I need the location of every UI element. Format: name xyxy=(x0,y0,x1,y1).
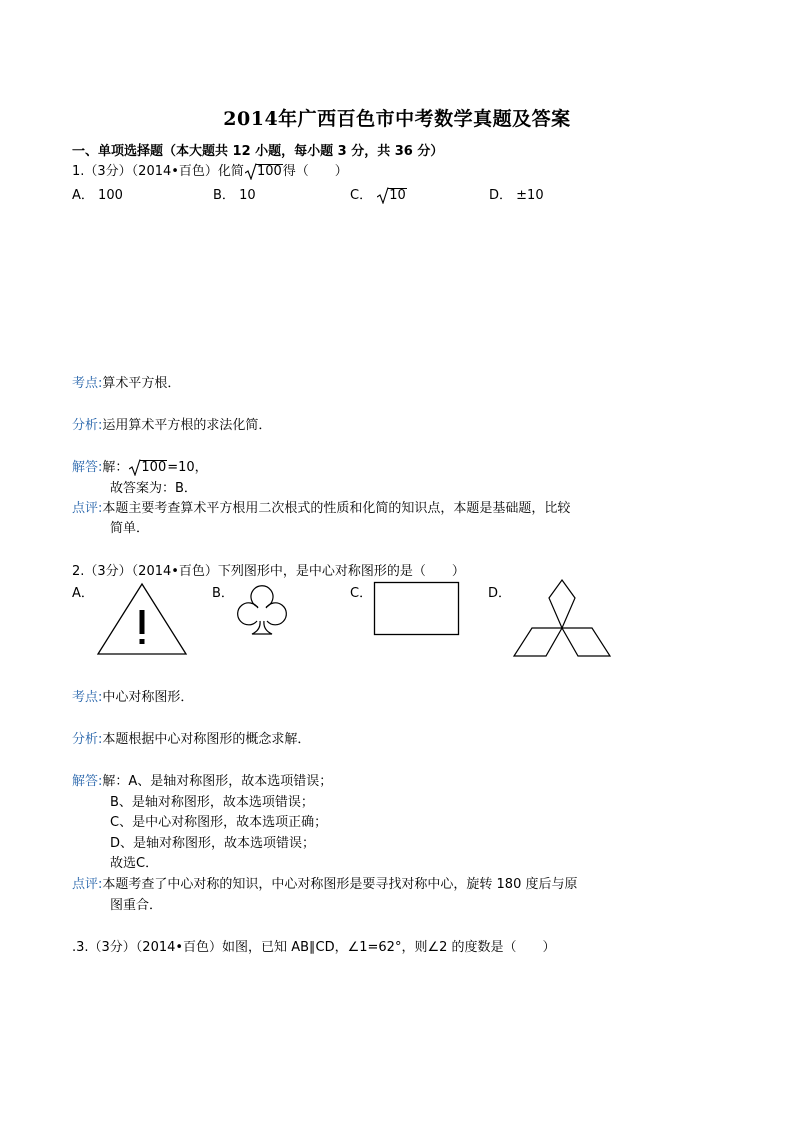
q1-option-c-radicand: 10 xyxy=(389,188,406,203)
q1-option-d-value: ±10 xyxy=(516,188,544,203)
q2-option-d-label: D． xyxy=(488,586,512,601)
q2-dianping-line2: 图重合． xyxy=(110,898,163,913)
q1-radicand: 100 xyxy=(256,164,282,179)
jieda-label: 解答: xyxy=(72,460,103,475)
q1-option-c-sqrt xyxy=(377,188,407,203)
question-2-stem: 2.（3分）（2014•百色）下列图形中，是中心对称图形的是（ ） xyxy=(72,564,465,579)
q1-fenxi xyxy=(72,414,271,433)
three-rhombi-icon xyxy=(512,578,612,658)
q1-jieda-line2: 故答案为：B． xyxy=(110,481,197,496)
q1-dianping-line2: 简单． xyxy=(110,521,150,536)
q2-jieda-line5: 故选C． xyxy=(110,856,159,871)
q1-option-d-label: D． xyxy=(489,188,513,203)
q2-kaodian-text: 中心对称图形． xyxy=(102,690,194,705)
rectangle-shape-icon xyxy=(373,581,460,636)
kaodian-label: 考点: xyxy=(72,376,103,391)
q2-fenxi xyxy=(72,728,310,747)
q1-option-b-label: B． xyxy=(213,188,235,203)
q1-tail: 得（ ） xyxy=(282,164,348,179)
q1-option-c-label: C． xyxy=(350,188,373,203)
question-1-stem xyxy=(72,160,348,179)
q1-option-a xyxy=(72,184,123,203)
q2-kaodian xyxy=(72,686,193,705)
q1-dianping-line1: 本题主要考查算术平方根用二次根式的性质和化简的知识点，本题是基础题，比较 xyxy=(102,501,571,516)
jieda-label: 解答: xyxy=(72,774,103,789)
q1-jieda-radicand: 100 xyxy=(141,460,167,475)
dianping-label: 点评: xyxy=(72,877,103,892)
q2-jieda-line4: D、是轴对称图形，故本选项错误； xyxy=(110,836,316,851)
q1-option-b-value: 10 xyxy=(239,188,256,203)
q2-fenxi-text: 本题根据中心对称图形的概念求解． xyxy=(102,732,311,747)
q1-option-a-value: 100 xyxy=(98,188,123,203)
q2-jieda-line3: C、是中心对称图形，故本选项正确； xyxy=(110,815,328,830)
q1-option-a-label: A． xyxy=(72,188,94,203)
q1-jieda-sqrt xyxy=(129,460,167,475)
warning-triangle-icon xyxy=(96,582,188,656)
question-3-stem: .3.（3分）（2014•百色）如图，已知 AB∥CD，∠1=62°，则∠2 的度数是（ ） xyxy=(72,940,556,955)
dianping-label: 点评: xyxy=(72,501,103,516)
radical-sign-icon xyxy=(129,459,141,476)
q2-dianping-line1: 本题考查了中心对称的知识，中心对称图形是要寻找对称中心，旋转 180 度后与原 xyxy=(102,877,578,892)
radical-sign-icon xyxy=(377,187,389,204)
q1-kaodian-text: 算术平方根． xyxy=(102,376,181,391)
q2-jieda xyxy=(72,770,332,789)
q1-jieda xyxy=(72,456,208,475)
page-title: 2014年广西百色市中考数学真题及答案 xyxy=(223,108,571,130)
radical-sign-icon xyxy=(245,163,257,180)
q2-dianping xyxy=(72,873,577,892)
q1-sqrt-expression xyxy=(245,164,283,179)
q2-option-a-label: A． xyxy=(72,586,94,601)
q1-option-d xyxy=(489,184,544,203)
fenxi-label: 分析: xyxy=(72,732,103,747)
club-shape-icon xyxy=(232,584,292,638)
q1-option-b xyxy=(213,184,256,203)
q1-fenxi-text: 运用算术平方根的求法化简． xyxy=(102,418,272,433)
q1-kaodian xyxy=(72,372,180,391)
q1-dianping xyxy=(72,497,570,516)
q1-option-c xyxy=(350,184,407,203)
q2-option-b-label: B． xyxy=(212,586,234,601)
q2-jieda-line1: 解：A、是轴对称图形，故本选项错误； xyxy=(102,774,333,789)
q2-option-c-label: C． xyxy=(350,586,373,601)
q1-number: 1.（3分）（2014•百色）化简 xyxy=(72,164,244,179)
section-heading: 一、单项选择题（本大题共 12 小题，每小题 3 分，共 36 分） xyxy=(72,144,444,159)
kaodian-label: 考点: xyxy=(72,690,103,705)
q2-jieda-line2: B、是轴对称图形，故本选项错误； xyxy=(110,795,314,810)
q1-jieda-prefix: 解： xyxy=(102,460,129,475)
fenxi-label: 分析: xyxy=(72,418,103,433)
q1-jieda-suffix: =10， xyxy=(167,460,208,475)
